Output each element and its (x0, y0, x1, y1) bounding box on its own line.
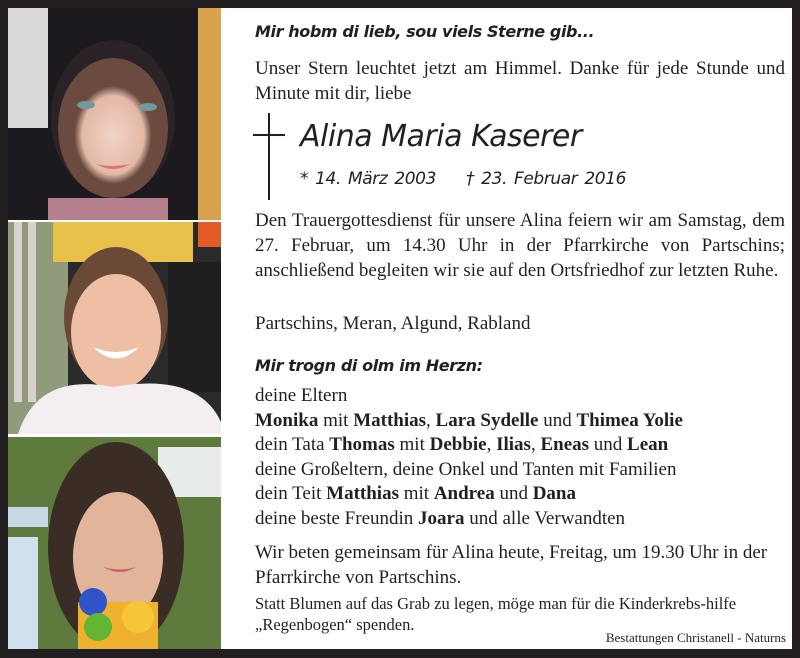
mourner-relation: dein Teit (255, 483, 327, 504)
mourner-relation: deine beste Freundin (255, 507, 419, 529)
portrait-image-3 (8, 437, 221, 649)
cross-icon-bar (253, 134, 285, 136)
death-date: † 23. Februar 2016 (466, 169, 627, 189)
mourner-name: Thomas (329, 434, 395, 455)
mourners-heading: Mir trogn di olm im Herzn: (255, 356, 483, 375)
donation-note: Statt Blumen auf das Grab zu legen, möge man für die Kinderkrebs-hilfe „Regenbogen“ spenden. (255, 594, 737, 634)
life-dates (300, 169, 626, 189)
cross-icon (268, 113, 270, 200)
mourner-line (255, 458, 785, 483)
mourner-relation: deine Eltern (255, 385, 348, 406)
mourner-line (255, 433, 785, 458)
places-line: Partschins, Meran, Algund, Rabland (255, 313, 531, 334)
mourner-line (255, 482, 785, 507)
mourner-line (255, 409, 785, 434)
mourner-name: Thimea Yolie (576, 409, 683, 431)
mourner-relation: dein Tata (255, 434, 330, 455)
mourner-name: Debbie (429, 434, 487, 455)
mourner-relation: und (538, 409, 577, 431)
mourner-relation: und alle Verwandten (464, 507, 626, 529)
mourner-relation: mit (398, 483, 434, 504)
mourner-name: Dana (532, 483, 576, 504)
intro-paragraph: Unser Stern leuchtet jetzt am Himmel. Danke für jede Stunde und Minute mit dir, liebe (255, 58, 785, 104)
mourner-relation: , (486, 434, 497, 455)
prayer-paragraph: Wir beten gemeinsam für Alina heute, Freitag, um 19.30 Uhr in der Pfarrkirche von Partschins. (255, 542, 768, 588)
mourner-name: Lara Sydelle (435, 409, 539, 431)
mourner-relation: und (589, 434, 628, 455)
mourner-line (255, 507, 785, 532)
mourner-relation: deine Großeltern, deine Onkel und Tanten mit Familien (255, 458, 677, 480)
mourner-name: Matthias (326, 483, 399, 504)
mourner-name: Joara (418, 507, 465, 529)
portrait-image-2 (8, 222, 221, 434)
mourner-relation: mit (318, 409, 354, 431)
portrait-image-1 (8, 8, 221, 220)
birth-date: * 14. März 2003 (300, 169, 437, 189)
obituary-text (255, 8, 785, 649)
photo-portrait-1 (8, 8, 221, 220)
mourner-name: Eneas (540, 434, 590, 455)
mourner-name: Monika (255, 409, 319, 431)
mourner-name: Matthias (353, 409, 427, 431)
mourners-list (255, 384, 785, 531)
mourner-name: Andrea (433, 483, 495, 504)
mourner-relation: mit (394, 434, 430, 455)
obituary-card (8, 8, 792, 649)
photo-portrait-3 (8, 437, 221, 649)
mourner-relation: , (426, 409, 436, 431)
mourner-name: Lean (627, 434, 669, 455)
mourner-relation: und (494, 483, 533, 504)
mourner-line (255, 384, 785, 409)
mourner-name: Ilias (496, 434, 531, 455)
deceased-name: Alina Maria Kaserer (300, 119, 582, 154)
funeral-home-credit: Bestattungen Christanell - Naturns (605, 630, 786, 645)
funeral-service-paragraph: Den Trauergottesdienst für unsere Alina feiern wir am Samstag, dem 27. Februar, um 14.30 Uhr in der Pfarrkirche von Partschins; anschließend begleiten wir sie auf den Ortsfriedhof zur letzten Ruhe. (255, 210, 785, 281)
opening-verse: Mir hobm di lieb, sou viels Sterne gib... (255, 22, 595, 41)
mourner-relation: , (530, 434, 541, 455)
photo-portrait-2 (8, 222, 221, 434)
